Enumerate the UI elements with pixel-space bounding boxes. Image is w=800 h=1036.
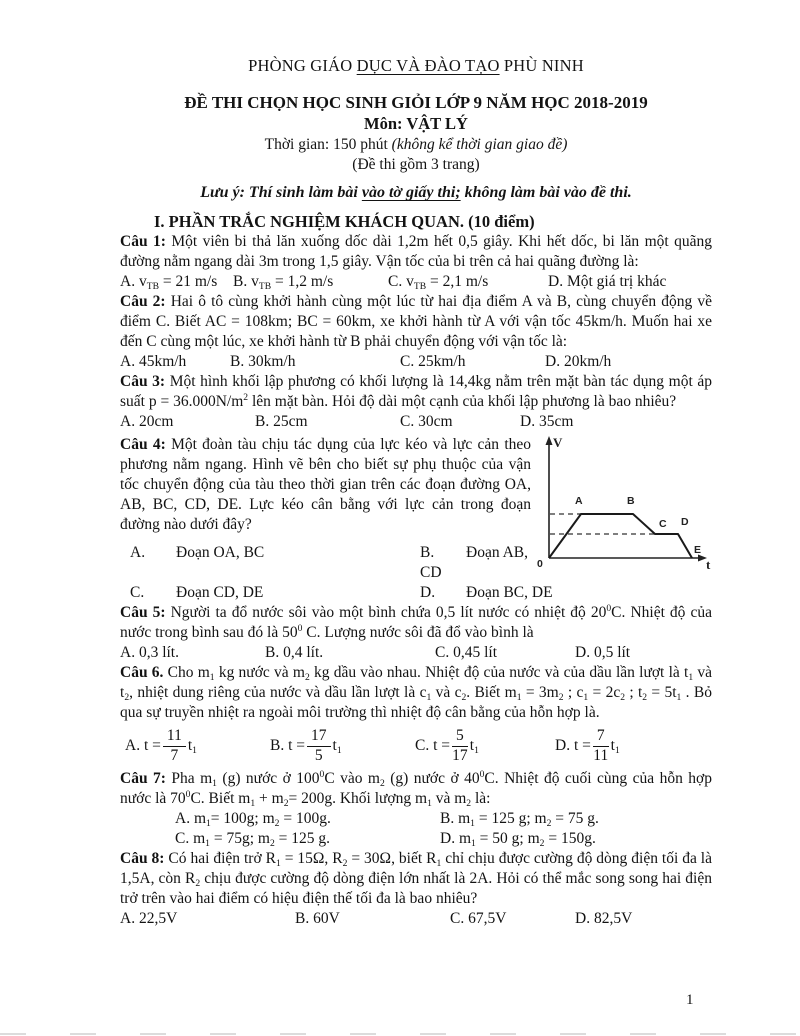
question-7-label: Câu 7:: [120, 770, 166, 787]
x-axis-label: t: [706, 557, 711, 572]
fraction: [163, 728, 186, 764]
department-header: [120, 56, 712, 76]
fraction: [593, 728, 609, 764]
answer-option-b: B. 25cm: [255, 413, 308, 430]
exam-notice: [120, 184, 712, 202]
fraction-denominator: 17: [452, 746, 468, 764]
answer-option-d: [555, 728, 712, 764]
answer-var: $t_1$: [187, 736, 197, 756]
answer-var: $t_1$: [332, 736, 342, 756]
answer-option-b: [270, 728, 415, 764]
notice-post: không làm bài vào đề thi.: [460, 184, 632, 201]
fraction-numerator: 7: [593, 728, 609, 747]
answer-option-b: [420, 543, 531, 583]
answer-option-c: C. 67,5V: [450, 910, 507, 927]
point-label-c: C: [659, 518, 667, 530]
department-post: PHÙ NINH: [499, 56, 584, 75]
answer-letter: A.: [130, 544, 146, 561]
question-3-answers: [120, 412, 712, 432]
answer-option-c: C. $v_{TB} = 2,1$ m/s: [388, 273, 489, 292]
question-5-answers: [120, 643, 712, 663]
fraction-numerator: 17: [307, 728, 331, 747]
question-5: [120, 603, 712, 663]
answer-option-c: C. 25km/h: [400, 353, 466, 370]
answer-option-d: [420, 583, 712, 603]
answer-option-d: D. Một giá trị khác: [548, 273, 667, 290]
point-label-a: A: [575, 495, 583, 507]
exam-duration: [120, 135, 712, 155]
answer-option-a: A. 22,5V: [120, 910, 178, 927]
question-8: [120, 849, 712, 929]
fraction-numerator: 11: [163, 728, 186, 747]
question-5-label: Câu 5:: [120, 604, 166, 621]
notice-pre: Lưu ý: Thí sinh làm bài: [200, 184, 362, 201]
question-3-body: Một hình khối lập phương có khối lượng là 14,4kg nằm trên mặt bàn tác dụng một áp suất $p = 36.000N/m^2$ lên mặt bàn. Hỏi độ dài một cạnh của khối lập phương là bao nhiêu?: [120, 373, 712, 410]
fraction: [307, 728, 331, 764]
answer-letter: B.: [270, 736, 285, 754]
answer-option-b: B. 0,4 lít.: [265, 644, 324, 661]
question-5-body: Người ta đổ nước sôi vào một bình chứa 0,5 lít nước có nhiệt độ $20^0C$. Nhiệt độ của nước trong bình sau đó là $50^0$ C. Lượng nước sôi đã đổ vào bình là: [120, 603, 712, 641]
answer-option-c: C. 0,45 lít: [435, 644, 498, 661]
exam-pages-note: (Đề thi gồm 3 trang): [352, 156, 480, 173]
questions-block: [120, 232, 712, 929]
duration-note: (không kể thời gian giao đề): [391, 136, 568, 153]
answer-letter: D.: [555, 736, 571, 754]
answer-eq: t =: [573, 736, 591, 754]
question-1-text: [120, 232, 712, 272]
fraction-denominator: 7: [170, 746, 179, 764]
scan-bottom-artifact: [0, 1033, 800, 1035]
notice-underlined: vào tờ giấy thi;: [361, 184, 461, 201]
y-axis-label: V: [553, 435, 563, 450]
question-1-answers: [120, 272, 712, 292]
question-7: [120, 769, 712, 849]
question-6: [120, 663, 712, 769]
question-7-text: [120, 769, 712, 809]
question-7-answers-row-1: [120, 809, 712, 829]
answer-option-c: C. 30cm: [400, 413, 453, 430]
question-8-text: [120, 849, 712, 909]
answer-option-b: B. 60V: [295, 910, 340, 927]
page-number: 1: [686, 992, 694, 1008]
answer-var: $t_1$: [469, 736, 479, 756]
question-4-answers-row-1: [120, 543, 531, 583]
fraction-denominator: 5: [314, 746, 323, 764]
question-2-answers: [120, 352, 712, 372]
answer-text: Đoạn CD, DE: [176, 584, 264, 601]
question-8-answers: [120, 909, 712, 929]
question-6-label: Câu 6.: [120, 664, 164, 681]
question-7-body: Pha $m_1$ (g) nước ở $100^0C$ vào $m_2$ (g) nước ở $40^0C$. Nhiệt độ cuối cùng của hỗn hợp nước là $70^0C$. Biết $m_1 + m_2= 200g$. Khối lượng $m_1$ và $m_2$ là:: [120, 769, 712, 809]
question-8-label: Câu 8:: [120, 850, 165, 867]
question-1-label: Câu 1:: [120, 233, 166, 250]
answer-letter: B.: [420, 544, 435, 561]
answer-option-d: D. 0,5 lít: [575, 644, 631, 661]
question-4-body: Một đoàn tàu chịu tác dụng của lực kéo và lực cản theo phương nằm ngang. Hình vẽ bên cho biết sự phụ thuộc của vận tốc chuyển động của tàu theo thời gian trên các đoạn đường OA, AB, BC, CD, DE. Lực kéo cân bằng với lực cản trong đoạn đường nào dưới đây?: [120, 436, 532, 533]
question-2-text: [120, 292, 712, 352]
exam-content: [120, 56, 712, 929]
question-1: [120, 232, 712, 292]
question-3: [120, 372, 712, 432]
exam-title: ĐỀ THI CHỌN HỌC SINH GIỎI LỚP 9 NĂM HỌC 2018-2019: [184, 93, 648, 112]
fraction-numerator: 5: [452, 728, 468, 747]
duration-label: Thời gian: 150 phút: [264, 136, 392, 153]
answer-letter: C.: [415, 736, 430, 754]
answer-option-d: D. $m_1 = 50$ g; $m_2 = 150g$.: [440, 830, 596, 849]
question-4: [120, 435, 712, 603]
point-label-e: E: [694, 544, 702, 556]
point-label-d: D: [681, 516, 689, 528]
answer-option-a: A. 45km/h: [120, 353, 187, 370]
answer-option-c: C. $m_1 = 75g$; $m_2 = 125$ g.: [175, 830, 330, 849]
department-underlined: DỤC VÀ ĐÀO TẠO: [356, 56, 500, 75]
answer-eq: t =: [288, 736, 306, 754]
question-8-body: Có hai điện trở $R_1 = 15\Omega$, $R_2 = 30\Omega$, biết $R_1$ chỉ chịu được cường độ dòng điện tối đa là 1,5A, còn $R_2$ chịu được cường độ dòng điện lớn nhất là 2A. Hỏi có thể mắc song song hai điện trở trên vào hai điểm có hiệu điện thế tối đa là bao nhiêu?: [120, 850, 712, 907]
question-5-text: [120, 603, 712, 643]
answer-option-b: B. $m_1 = 125$ g; $m_2 = 75$ g.: [440, 810, 599, 829]
velocity-time-graph: [537, 433, 712, 575]
question-4-answers-row-2: [120, 583, 712, 603]
question-6-answers: [120, 723, 712, 769]
exam-subject: Môn: VẬT LÝ: [364, 114, 468, 133]
answer-option-a: A. $v_{TB} = 21$ m/s: [120, 273, 218, 292]
question-2-label: Câu 2:: [120, 293, 166, 310]
answer-letter: A.: [125, 736, 141, 754]
velocity-curve: [549, 514, 692, 558]
answer-letter: D.: [420, 584, 436, 601]
question-3-label: Câu 3:: [120, 373, 166, 390]
answer-text: Đoạn BC, DE: [466, 584, 553, 601]
answer-text: Đoạn OA, BC: [176, 544, 265, 561]
answer-eq: t =: [143, 736, 161, 754]
answer-option-c: [415, 728, 555, 764]
answer-option-a: A. 20cm: [120, 413, 174, 430]
department-pre: PHÒNG GIÁO: [248, 56, 357, 75]
origin-label: 0: [537, 558, 543, 570]
answer-var: $t_1$: [610, 736, 620, 756]
question-7-answers-row-2: [120, 829, 712, 849]
answer-option-b: B. $v_{TB} = 1,2$ m/s: [233, 273, 334, 292]
answer-option-a: [130, 543, 420, 583]
question-4-label: Câu 4:: [120, 436, 166, 453]
answer-text: Đoạn AB, CD: [420, 544, 528, 581]
fraction-denominator: 11: [593, 746, 609, 764]
answer-eq: t =: [433, 736, 451, 754]
question-3-text: [120, 372, 712, 412]
answer-letter: C.: [130, 584, 145, 601]
answer-option-a: A. $m_1= 100g$; $m_2 = 100g$.: [175, 810, 331, 829]
answer-option-c: [130, 583, 420, 603]
y-axis-arrow: [546, 436, 553, 445]
answer-option-d: D. 20km/h: [545, 353, 612, 370]
answer-option-d: D. 35cm: [520, 413, 574, 430]
question-2: [120, 292, 712, 372]
fraction: [452, 728, 468, 764]
answer-option-a: A. 0,3 lít.: [120, 644, 179, 661]
point-label-b: B: [627, 495, 635, 507]
answer-option-b: B. 30km/h: [230, 353, 296, 370]
answer-option-a: [125, 728, 270, 764]
section-heading: I. PHẦN TRẮC NGHIỆM KHÁCH QUAN. (10 điểm): [154, 212, 535, 231]
question-6-body: Cho $m_1$ kg nước và $m_2$ kg dầu vào nhau. Nhiệt độ của nước và của dầu lần lượt là $t_1$ và $t_2$, nhiệt dung riêng của nước và dầu lần lượt là $c_1$ và $c_2$. Biết $m_1 = 3m_2$ ; $c_1 = 2c_2$ ; $t_2 = 5t_1$ . Bỏ qua sự truyền nhiệt ra ngoài môi trường thì nhiệt độ cân bằng của hỗn hợp là.: [120, 664, 712, 721]
question-2-body: Hai ô tô cùng khởi hành cùng một lúc từ hai địa điểm A và B, cùng chuyển động về điểm C. Biết AC = 108km; BC = 60km, xe khởi hành từ A với vận tốc 45km/h. Muốn hai xe đến C cùng một lúc, xe khởi hành từ B phải chuyển động với vận tốc là:: [120, 293, 712, 350]
question-1-body: Một viên bi thả lăn xuống dốc dài 1,2m hết 0,5 giây. Khi hết dốc, bi lăn một quãng đường nằm ngang dài 3m trong 1,5 giây. Vận tốc của bi trên cả hai quãng đường là:: [120, 233, 712, 270]
answer-option-d: D. 82,5V: [575, 910, 633, 927]
question-6-text: [120, 663, 712, 723]
